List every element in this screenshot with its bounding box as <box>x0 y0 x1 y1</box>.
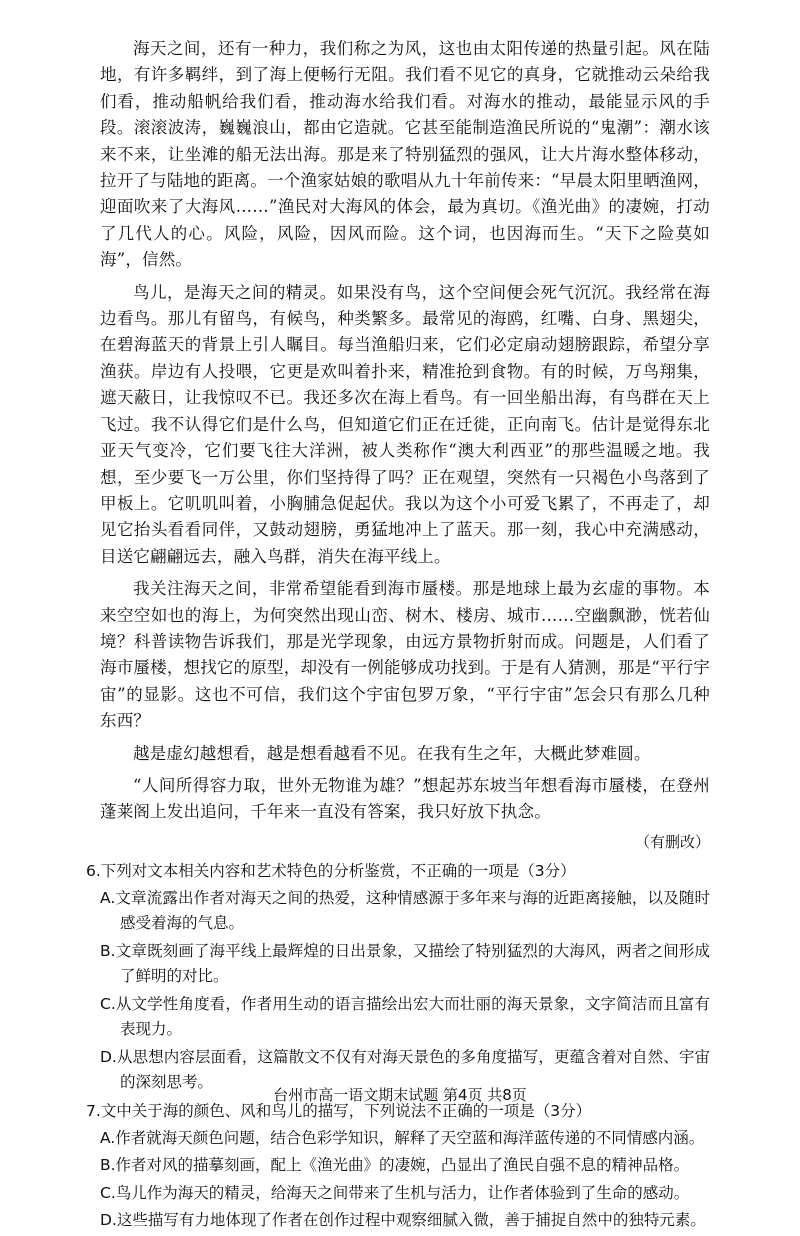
option-b: B.作者对风的描摹刻画，配上《渔光曲》的凄婉，凸显出了渔民自强不息的精神品格。 <box>100 1156 690 1175</box>
article-paragraph-3: 我关注海天之间，非常希望能看到海市蜃楼。那是地球上最为玄虚的事物。本来空空如也的海上，为何突然出现山峦、树木、楼房、城市……空幽飘渺，恍若仙境？科普读物告诉我们，那是光学现象，由远方景物折射而成。问题是，人们看了海市蜃楼，想找它的原型，却没有一例能够成功找到。于是有人猜测，那是“平行宇宙”的显影。这也不可信，我们这个宇宙包罗万象，“平行宇宙”怎会只有那么几种东西？ <box>100 579 710 731</box>
article-paragraph-2: 鸟儿，是海天之间的精灵。如果没有鸟，这个空间便会死气沉沉。我经常在海边看鸟。那儿有留鸟，有候鸟，种类繁多。最常见的海鸥，红嘴、白身、黑翅尖，在碧海蓝天的背景上引人瞩目。每当渔船归来，它们必定扇动翅膀跟踪，希望分享渔获。岸边有人投喂，它更是欢叫着扑来，精准抢到食物。有的时候，万鸟翔集，遮天蔽日，让我惊叹不已。我还多次在海上看鸟。有一回坐船出海，有鸟群在天上飞过。我不认得它们是什么鸟，但知道它们正在迁徙，正向南飞。估计是觉得东北亚天气变冷，它们要飞往大洋洲，被人类称作“澳大利西亚”的那些温暖之地。我想，至少要飞一万公里，你们坚持得了吗？正在观望，突然有一只褐色小鸟落到了甲板上。它叽叽叫着，小胸脯急促起伏。我以为这个小可爱飞累了，不再走了，却见它抬头看看同伴，又鼓动翅膀，勇猛地冲上了蓝天。那一刻，我心中充满感动，目送它翩翩远去，融入鸟群，消失在海平线上。 <box>100 282 710 566</box>
page-footer: 台州市高一语文期末试题 第4页 共8页 <box>273 1086 527 1104</box>
option-c: C.从文学性角度看，作者用生动的语言描绘出宏大而壮丽的海天景象，文字简洁而且富有表现力。 <box>100 994 710 1039</box>
option-b: B.文章既刻画了海平线上最辉煌的日出景象，又描绘了特别猛烈的大海风，两者之间形成了鲜明的对比。 <box>100 941 710 986</box>
option-d: D.从思想内容层面看，这篇散文不仅有对海天景色的多角度描写，更蕴含着对自然、宇宙的深刻思考。 <box>100 1047 710 1092</box>
option-a: A.作者就海天颜色问题，结合色彩学知识，解释了天空蓝和海洋蓝传递的不同情感内涵。 <box>100 1128 705 1147</box>
article-paragraph-4: 越是虚幻越想看，越是想看越看不见。在我有生之年，大概此梦难圆。 <box>133 743 651 763</box>
question-7 <box>86 1098 710 1234</box>
option-c: C.鸟儿作为海天的精灵，给海天之间带来了生机与活力，让作者体验到了生命的感动。 <box>100 1183 690 1202</box>
article <box>100 36 710 854</box>
question-stem: 7.文中关于海的颜色、风和鸟儿的描写，下列说法不正确的一项是（3分） <box>86 1101 592 1120</box>
question-stem: 6.下列对文本相关内容和艺术特色的分析鉴赏，不正确的一项是（3分） <box>86 861 576 880</box>
article-paragraph-1: 海天之间，还有一种力，我们称之为风，这也由太阳传递的热量引起。风在陆地，有许多羁绊，到了海上便畅行无阻。我们看不见它的真身，它就推动云朵给我们看，推动船帆给我们看，推动海水给我们看。对海水的推动，最能显示风的手段。滚滚波涛，巍巍浪山，都由它造就。它甚至能制造渔民所说的“鬼潮”：潮水该来不来，让坐滩的船无法出海。那是来了特别猛烈的强风，让大片海水整体移动，拉开了与陆地的距离。一个渔家姑娘的歌唱从九十年前传来：“早晨太阳里晒渔网，迎面吹来了大海风……”渔民对大海风的体会，最为真切。《渔光曲》的凄婉，打动了几代人的心。风险，风险，因风而险。这个词，也因海而生。“天下之险莫如海”，信然。 <box>100 39 710 270</box>
source-note: （有删改） <box>634 832 710 851</box>
question-6 <box>86 858 710 1096</box>
option-d: D.这些描写有力地体现了作者在创作过程中观察细腻入微，善于捕捉自然中的独特元素。 <box>100 1211 706 1230</box>
option-a: A.文章流露出作者对海天之间的热爱，这种情感源于多年来与海的近距离接触，以及随时感受着海的气息。 <box>100 888 710 933</box>
article-paragraph-5: “人间所得容力取，世外无物谁为雄？”想起苏东坡当年想看海市蜃楼，在登州蓬莱阁上发出追问，千年来一直没有答案，我只好放下执念。 <box>100 775 710 822</box>
exam-page <box>86 36 710 1236</box>
